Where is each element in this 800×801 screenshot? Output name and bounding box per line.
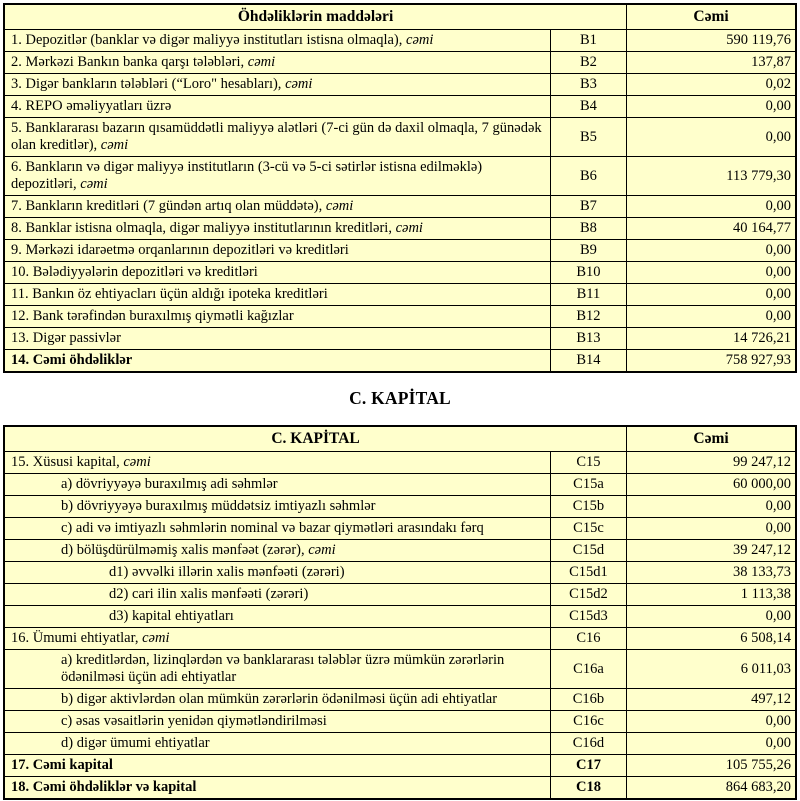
table-row	[4, 755, 796, 777]
row-label-cell	[4, 755, 550, 777]
row-label-cell	[4, 240, 550, 262]
row-code: B12	[550, 306, 626, 328]
table-row	[4, 733, 796, 755]
row-label-text: 18. Cəmi öhdəliklər və kapital	[11, 779, 197, 795]
row-code: C15a	[550, 474, 626, 496]
row-code: B10	[550, 262, 626, 284]
row-value: 0,00	[627, 518, 796, 540]
row-label-cell	[4, 689, 550, 711]
row-label-cell	[4, 96, 550, 118]
table-row	[4, 30, 796, 52]
row-value: 0,00	[627, 262, 796, 284]
row-label-text: 11. Bankın öz ehtiyacları üçün aldığı ipoteka kreditləri	[11, 286, 328, 302]
row-label-italic-suffix: cəmi	[123, 454, 151, 470]
row-label-cell	[4, 350, 550, 373]
row-value: 0,00	[627, 306, 796, 328]
row-label-text: 12. Bank tərəfindən buraxılmış qiymətli kağızlar	[11, 308, 294, 324]
table-row	[4, 540, 796, 562]
row-label-text: d1) əvvəlki illərin xalis mənfəəti (zərəri)	[109, 564, 345, 580]
row-label-cell	[4, 584, 550, 606]
row-value: 864 683,20	[627, 777, 796, 800]
row-label-italic-suffix: cəmi	[406, 32, 434, 48]
table-row	[4, 196, 796, 218]
row-label-text: 2. Mərkəzi Bankın banka qarşı tələbləri,	[11, 54, 248, 70]
liabilities-table-body	[4, 30, 796, 373]
row-label-cell	[4, 306, 550, 328]
row-label-text: 17. Cəmi kapital	[11, 757, 113, 773]
capital-header-row	[4, 426, 796, 452]
table-row	[4, 157, 796, 196]
row-label-cell	[4, 452, 550, 474]
row-code: B5	[550, 118, 626, 157]
row-code: C16c	[550, 711, 626, 733]
row-value: 0,02	[627, 74, 796, 96]
row-label-cell	[4, 262, 550, 284]
row-value: 60 000,00	[627, 474, 796, 496]
row-code: B7	[550, 196, 626, 218]
row-label-cell	[4, 218, 550, 240]
row-code: C16a	[550, 650, 626, 689]
row-label-italic-suffix: cəmi	[247, 54, 276, 70]
row-label-text: c) adi və imtiyazlı səhmlərin nominal və bazar qiymətləri arasındakı fərq	[61, 520, 484, 536]
row-code: C16d	[550, 733, 626, 755]
row-code: C15b	[550, 496, 626, 518]
row-code: B3	[550, 74, 626, 96]
row-label-text: 16. Ümumi ehtiyatlar,	[11, 630, 143, 646]
table-row	[4, 474, 796, 496]
table-row	[4, 350, 796, 373]
row-code: C16b	[550, 689, 626, 711]
table-row	[4, 284, 796, 306]
row-label-text: 1. Depozitlər (banklar və digər maliyyə institutları istisna olmaqla),	[11, 32, 407, 48]
row-label-cell	[4, 711, 550, 733]
row-value: 0,00	[627, 118, 796, 157]
row-code: C16	[550, 628, 626, 650]
row-code: C18	[550, 777, 626, 800]
row-value: 113 779,30	[627, 157, 796, 196]
row-label-text: 4. REPO əməliyyatları üzrə	[11, 98, 172, 114]
row-value: 0,00	[627, 196, 796, 218]
table-row	[4, 777, 796, 800]
row-label-text: d3) kapital ehtiyatları	[109, 608, 234, 624]
liabilities-table	[3, 3, 797, 373]
table-row	[4, 650, 796, 689]
row-code: C15c	[550, 518, 626, 540]
row-label-text: 13. Digər passivlər	[11, 330, 121, 346]
row-label-italic-suffix: cəmi	[308, 542, 336, 558]
row-label-cell	[4, 562, 550, 584]
row-label-cell	[4, 118, 550, 157]
table-row	[4, 52, 796, 74]
row-code: B9	[550, 240, 626, 262]
row-value: 99 247,12	[627, 452, 796, 474]
table-row	[4, 306, 796, 328]
row-code: C17	[550, 755, 626, 777]
row-label-cell	[4, 474, 550, 496]
row-code: B1	[550, 30, 626, 52]
liabilities-header-row	[4, 4, 796, 30]
row-value: 6 011,03	[627, 650, 796, 689]
row-value: 497,12	[627, 689, 796, 711]
row-value: 6 508,14	[627, 628, 796, 650]
row-value: 0,00	[627, 711, 796, 733]
row-code: B8	[550, 218, 626, 240]
table-row	[4, 562, 796, 584]
capital-header-total: Cəmi	[627, 426, 796, 452]
row-label-cell	[4, 628, 550, 650]
row-label-italic-suffix: cəmi	[285, 76, 313, 92]
table-row	[4, 452, 796, 474]
row-label-cell	[4, 540, 550, 562]
row-code: B13	[550, 328, 626, 350]
row-label-cell	[4, 606, 550, 628]
row-code: C15d3	[550, 606, 626, 628]
table-row	[4, 689, 796, 711]
row-label-text: 8. Banklar istisna olmaqla, digər maliyyə institutlarının kreditləri,	[11, 220, 396, 236]
row-label-text: a) kreditlərdən, lizinqlərdən və banklararası tələblər üzrə mümkün zərərlərin ödənilməsi üçün adi ehtiyatlar	[61, 652, 505, 685]
row-label-cell	[4, 196, 550, 218]
table-row	[4, 262, 796, 284]
liabilities-header-total: Cəmi	[627, 4, 796, 30]
row-value: 14 726,21	[627, 328, 796, 350]
row-label-cell	[4, 284, 550, 306]
row-label-italic-suffix: cəmi	[100, 137, 129, 153]
table-row	[4, 74, 796, 96]
row-value: 0,00	[627, 240, 796, 262]
row-label-italic-suffix: cəmi	[80, 176, 108, 192]
row-label-text: c) əsas vəsaitlərin yenidən qiymətləndirilməsi	[61, 713, 327, 729]
table-row	[4, 711, 796, 733]
row-code: B6	[550, 157, 626, 196]
row-label-cell	[4, 650, 550, 689]
row-label-text: 7. Bankların kreditləri (7 gündən artıq olan müddətə),	[11, 198, 326, 214]
table-row	[4, 496, 796, 518]
row-value: 0,00	[627, 606, 796, 628]
liabilities-header-title: Öhdəliklərin maddələri	[4, 4, 627, 30]
row-label-italic-suffix: cəmi	[142, 630, 170, 646]
table-row	[4, 328, 796, 350]
table-row	[4, 628, 796, 650]
capital-table	[3, 425, 797, 800]
row-label-text: 5. Banklararası bazarın qısamüddətli maliyyə alətləri (7-ci gün də daxil olmaqla, 7 günədək olan kreditlər),	[11, 120, 542, 153]
row-value: 0,00	[627, 733, 796, 755]
row-label-text: d2) cari ilin xalis mənfəəti (zərəri)	[109, 586, 309, 602]
row-label-cell	[4, 74, 550, 96]
row-value: 39 247,12	[627, 540, 796, 562]
row-code: C15d2	[550, 584, 626, 606]
row-label-text: 10. Bələdiyyələrin depozitləri və kreditləri	[11, 264, 258, 280]
table-row	[4, 584, 796, 606]
row-label-cell	[4, 496, 550, 518]
row-value: 1 113,38	[627, 584, 796, 606]
row-label-text: a) dövriyyəyə buraxılmış adi səhmlər	[61, 476, 278, 492]
row-label-cell	[4, 777, 550, 800]
row-value: 590 119,76	[627, 30, 796, 52]
row-value: 40 164,77	[627, 218, 796, 240]
row-label-text: d) digər ümumi ehtiyatlar	[61, 735, 210, 751]
row-value: 137,87	[627, 52, 796, 74]
table-row	[4, 518, 796, 540]
row-label-text: b) dövriyyəyə buraxılmış müddətsiz imtiyazlı səhmlər	[61, 498, 376, 514]
capital-table-body	[4, 452, 796, 800]
table-row	[4, 96, 796, 118]
table-row	[4, 218, 796, 240]
row-value: 0,00	[627, 496, 796, 518]
row-label-text: d) bölüşdürülməmiş xalis mənfəət (zərər),	[61, 542, 309, 558]
row-label-italic-suffix: cəmi	[325, 198, 354, 214]
table-row	[4, 240, 796, 262]
row-code: B11	[550, 284, 626, 306]
row-label-cell	[4, 52, 550, 74]
row-value: 758 927,93	[627, 350, 796, 373]
capital-header-title: C. KAPİTAL	[4, 426, 627, 452]
row-value: 0,00	[627, 96, 796, 118]
row-label-text: 14. Cəmi öhdəliklər	[11, 352, 133, 368]
row-code: C15d1	[550, 562, 626, 584]
table-row	[4, 118, 796, 157]
row-label-cell	[4, 733, 550, 755]
row-code: B4	[550, 96, 626, 118]
table-row	[4, 606, 796, 628]
row-value: 0,00	[627, 284, 796, 306]
row-code: B2	[550, 52, 626, 74]
row-label-text: 15. Xüsusi kapital,	[11, 454, 124, 470]
row-label-text: 3. Digər bankların tələbləri (“Loro" hesabları),	[11, 76, 286, 92]
row-code: C15d	[550, 540, 626, 562]
row-label-text: b) digər aktivlərdən olan mümkün zərərlərin ödənilməsi üçün adi ehtiyatlar	[61, 691, 498, 707]
row-value: 38 133,73	[627, 562, 796, 584]
row-label-cell	[4, 328, 550, 350]
row-label-cell	[4, 518, 550, 540]
row-value: 105 755,26	[627, 755, 796, 777]
row-code: B14	[550, 350, 626, 373]
row-label-italic-suffix: cəmi	[395, 220, 423, 236]
capital-section-heading: C. KAPİTAL	[349, 388, 451, 408]
row-label-cell	[4, 30, 550, 52]
row-label-text: 6. Bankların və digər maliyyə institutların (3-cü və 5-ci sətirlər istisna edilməklə) depozitləri,	[11, 159, 483, 192]
row-label-cell	[4, 157, 550, 196]
row-code: C15	[550, 452, 626, 474]
row-label-text: 9. Mərkəzi idarəetmə orqanlarının depozitləri və kreditləri	[11, 242, 349, 258]
